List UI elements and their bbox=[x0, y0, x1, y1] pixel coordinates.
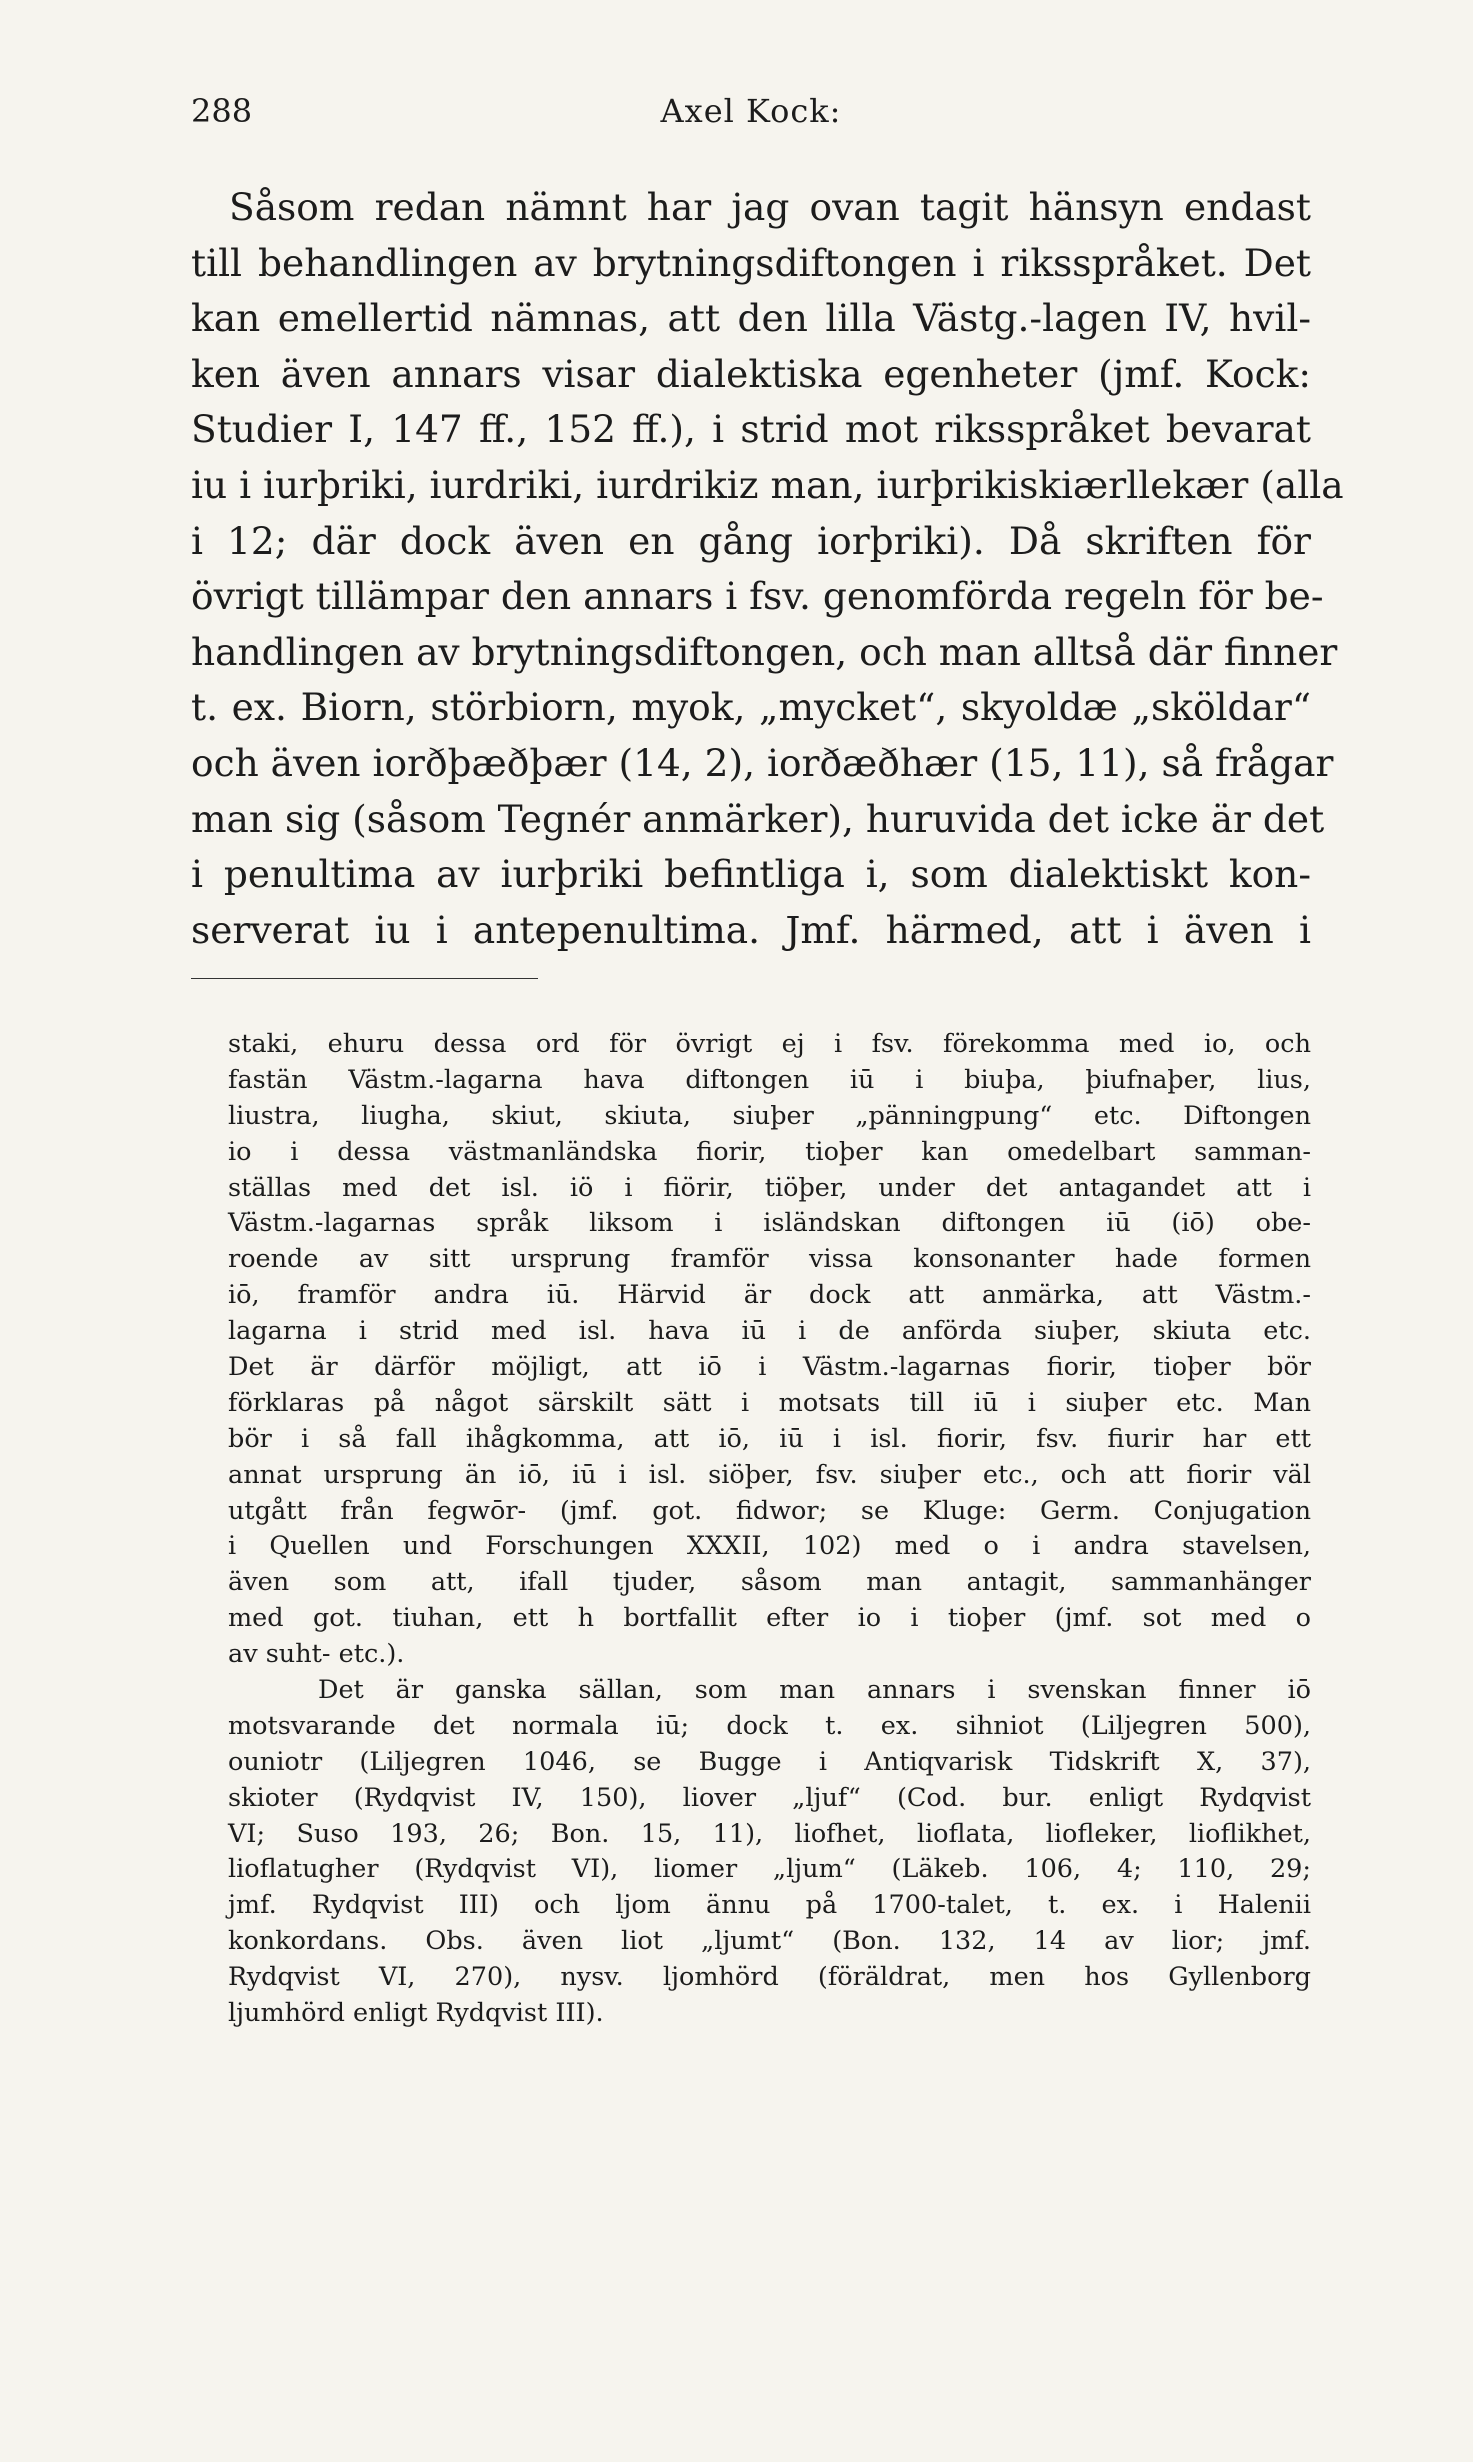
text-line: Såsom redan nämnt har jag ovan tagit hänsyn endast bbox=[229, 185, 1311, 229]
main-text bbox=[191, 180, 1344, 958]
footnote-line: ouniotr (Liljegren 1046, se Bugge i Antiqvarisk Tidskrift X, 37), bbox=[228, 1746, 1311, 1777]
text-line: kan emellertid nämnas, att den lilla Västg.-lagen IV, hvil- bbox=[191, 296, 1311, 341]
text-line: till behandlingen av brytningsdiftongen i riksspråket. Det bbox=[191, 240, 1311, 285]
footnote-line: fastän Västm.-lagarna hava diftongen iū i biuþa, þiufnaþer, lius, bbox=[228, 1064, 1311, 1095]
footnote-line: ljumhörd enligt Rydqvist III). bbox=[228, 1998, 604, 2029]
footnote-line: med got. tiuhan, ett h bortfallit efter io i tioþer (jmf. sot med o bbox=[228, 1603, 1311, 1634]
text-line: i penultima av iurþriki befintliga i, som dialektiskt kon- bbox=[191, 852, 1311, 897]
footnote-line: iō, framför andra iū. Härvid är dock att anmärka, att Västm.- bbox=[228, 1280, 1311, 1311]
text-line: iu i iurþriki, iurdriki, iurdrikiz man, iurþrikiskiærllekær (alla bbox=[191, 462, 1344, 507]
text-line: Studier I, 147 ff., 152 ff.), i strid mot riksspråket bevarat bbox=[191, 407, 1311, 452]
page-number: 288 bbox=[191, 92, 253, 130]
footnote-line: annat ursprung än iō, iū i isl. siöþer, fsv. siuþer etc., och att fiorir väl bbox=[228, 1459, 1311, 1490]
footnote-separator bbox=[191, 978, 538, 979]
footnote-line: Rydqvist VI, 270), nysv. ljomhörd (föräldrat, men hos Gyllenborg bbox=[228, 1962, 1311, 1993]
footnote-line: även som att, ifall tjuder, såsom man antagit, sammanhänger bbox=[228, 1567, 1311, 1598]
page-header bbox=[191, 92, 1311, 142]
footnote-line: staki, ehuru dessa ord för övrigt ej i fsv. förekomma med io, och bbox=[228, 1029, 1311, 1059]
text-line: serverat iu i antepenultima. Jmf. härmed, att i även i bbox=[191, 907, 1311, 952]
footnote-line: liustra, liugha, skiut, skiuta, siuþer „pänningpung“ etc. Diftongen bbox=[228, 1100, 1311, 1131]
footnote-line: jmf. Rydqvist III) och ljom ännu på 1700-talet, t. ex. i Halenii bbox=[228, 1890, 1311, 1921]
footnote-line: motsvarande det normala iū; dock t. ex. sihniot (Liljegren 500), bbox=[228, 1710, 1311, 1741]
footnote-line: io i dessa västmanländska fiorir, tioþer kan omedelbart samman- bbox=[228, 1136, 1311, 1167]
footnote-line: skioter (Rydqvist IV, 150), liover „ljuf“ (Cod. bur. enligt Rydqvist bbox=[228, 1782, 1311, 1813]
footnote-line: bör i så fall ihågkomma, att iō, iū i isl. fiorir, fsv. fiurir har ett bbox=[228, 1423, 1311, 1454]
footnote-line: konkordans. Obs. även liot „ljumt“ (Bon. 132, 14 av lior; jmf. bbox=[228, 1926, 1311, 1957]
text-line: t. ex. Biorn, störbiorn, myok, „mycket“, skyoldæ „sköldar“ bbox=[191, 685, 1311, 730]
footnote-line: av suht- etc.). bbox=[228, 1639, 405, 1670]
running-head: Axel Kock: bbox=[660, 92, 842, 130]
footnote-line: roende av sitt ursprung framför vissa konsonanter hade formen bbox=[228, 1244, 1311, 1275]
footnote-line: i Quellen und Forschungen XXXII, 102) med o i andra stavelsen, bbox=[228, 1531, 1311, 1562]
footnote-block bbox=[228, 1027, 1311, 2032]
footnote-line: förklaras på något särskilt sätt i motsats till iū i siuþer etc. Man bbox=[228, 1387, 1311, 1418]
footnote-line: lagarna i strid med isl. hava iū i de anförda siuþer, skiuta etc. bbox=[228, 1316, 1311, 1347]
footnote-line: Det är därför möjligt, att iō i Västm.-lagarnas fiorir, tioþer bör bbox=[228, 1352, 1311, 1383]
text-line: handlingen av brytningsdiftongen, och man alltså där finner bbox=[191, 629, 1338, 674]
footnote-line: Det är ganska sällan, som man annars i svenskan finner iō bbox=[318, 1675, 1311, 1706]
footnote-line: lioflatugher (Rydqvist VI), liomer „ljum“ (Läkeb. 106, 4; 110, 29; bbox=[228, 1854, 1311, 1885]
footnote-line: VI; Suso 193, 26; Bon. 15, 11), liofhet, lioflata, liofleker, lioflikhet, bbox=[228, 1818, 1311, 1849]
footnote-line: utgått från fegwōr- (jmf. got. fidwor; se Kluge: Germ. Conjugation bbox=[228, 1495, 1311, 1526]
footnote-line: ställas med det isl. iö i fiörir, tiöþer, under det antagandet att i bbox=[228, 1172, 1311, 1203]
footnote-line: Västm.-lagarnas språk liksom i isländskan diftongen iū (iō) obe- bbox=[228, 1208, 1311, 1239]
text-line: och även iorðþæðþær (14, 2), iorðæðhær (15, 11), så frågar bbox=[191, 740, 1334, 785]
text-line: övrigt tillämpar den annars i fsv. genomförda regeln för be- bbox=[191, 574, 1324, 619]
text-line: i 12; där dock även en gång iorþriki). Då skriften för bbox=[191, 518, 1311, 563]
text-line: man sig (såsom Tegnér anmärker), huruvida det icke är det bbox=[191, 796, 1325, 841]
text-line: ken även annars visar dialektiska egenheter (jmf. Kock: bbox=[191, 351, 1311, 396]
